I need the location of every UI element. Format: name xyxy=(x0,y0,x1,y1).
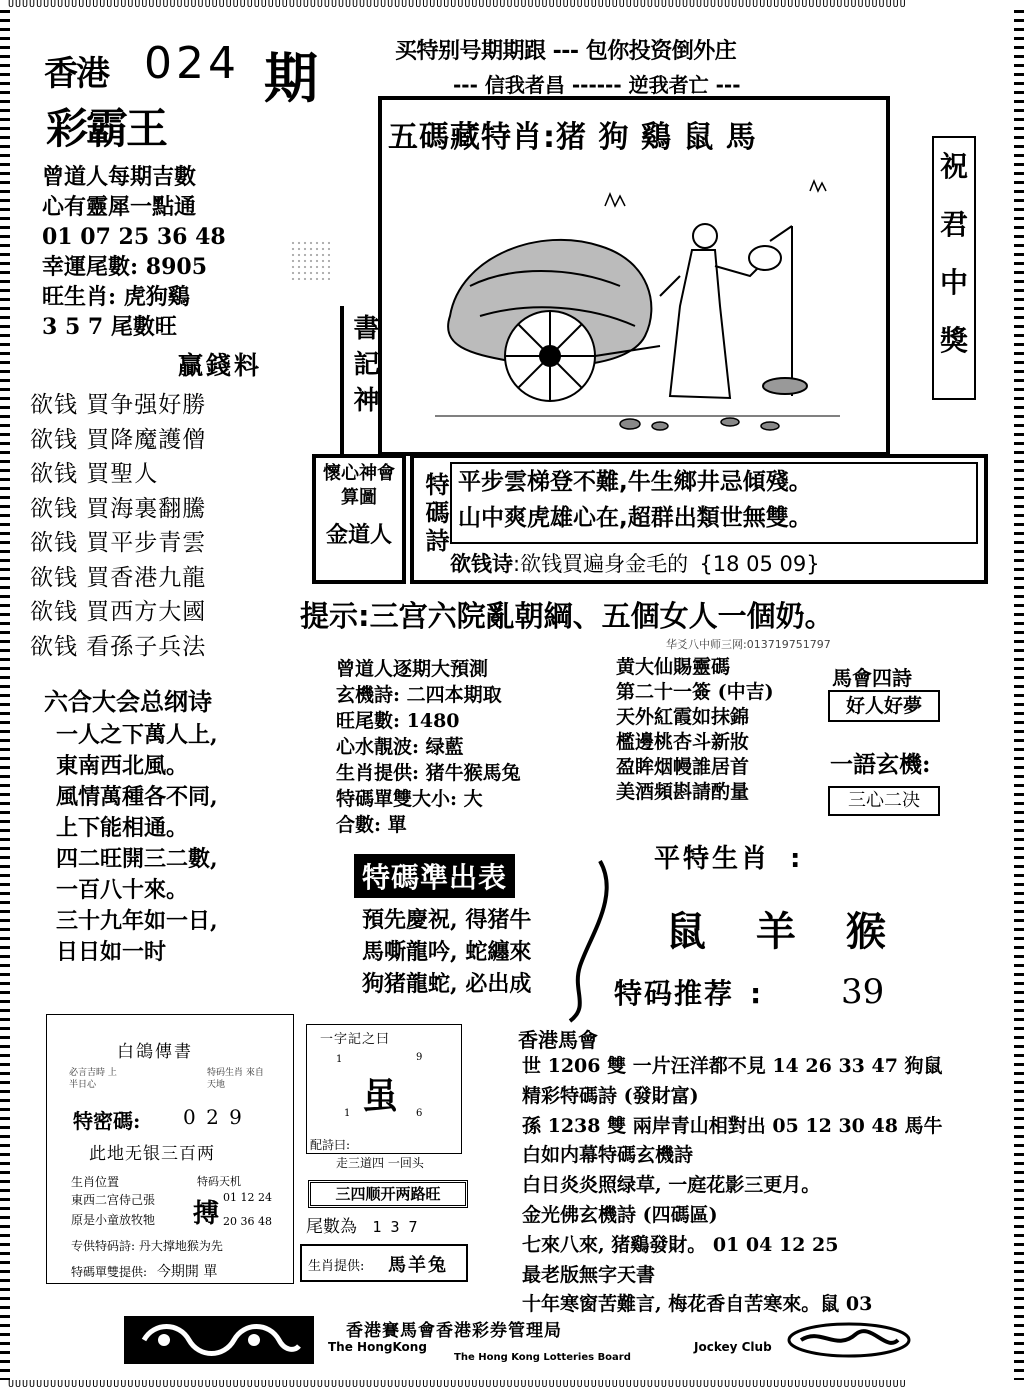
right-border-pattern xyxy=(1014,10,1024,1380)
hk-horse-lines: 世 1206 雙 一片汪洋都不見 14 26 33 47 狗鼠 精彩特碼詩 (發財富) 孫 1238 雙 兩岸青山相對出 05 12 30 48 馬牛 白如内幕特碼玄機詩 白日炎炎照绿草, 一庭花影三更月。 金光佛玄機詩 (四碼區) 七來八來, 猪鷄發財。 01 04 12 25 最老版無字天書 十年寒窗苦難言, 梅花香自苦寒來。鼠 03 xyxy=(522,1055,943,1316)
baihe-bottom-2: 特碼單雙提供: 今期開 單 xyxy=(71,1264,218,1280)
poem-line: 一百八十來。 xyxy=(56,877,189,903)
painting-side-label: 書記神 xyxy=(340,306,376,456)
yizi-frame xyxy=(306,1024,462,1154)
left-border-pattern xyxy=(0,10,10,1380)
list-item: 欲钱 買平步青雲 xyxy=(30,530,207,556)
baihe-secret-label: 特密碼: xyxy=(73,1109,141,1133)
zeng-line: 心有靈犀一點通 xyxy=(42,194,197,220)
list-item: 欲钱 買聖人 xyxy=(30,461,159,487)
list-item: 欲钱 看孫子兵法 xyxy=(30,633,207,660)
poem-box-inner: 平步雲梯登不難,牛生鄉井忌傾殘。 山中爽虎雄心在,超群出類世無雙。 xyxy=(450,462,978,544)
label-box: 懷心神會算圖 金道人 xyxy=(312,454,406,584)
footer-cn: 香港賽馬會香港彩券管理局 xyxy=(346,1321,562,1341)
liuhe-poem xyxy=(56,720,316,968)
tema-zhun-lines: 預先慶祝, 得猪牛 馬嘶龍吟, 蛇纏來 狗猪龍蛇, 必出成 xyxy=(362,907,532,997)
top-border-pattern: UUUUUUUUUUUUUUUUUUUUUUUUUUUUUUUUUUUUUUUUUUUUUUUUUUUUUUUUUUUUUUUUUUUUUUUUUUUUUUUUUUUUUUUUUUUUUUUUUUUUUUUUUUUUUUUUUUUUUUUUUUUUUUUU xyxy=(8,0,907,10)
speckle-patch xyxy=(290,240,330,280)
mahui-title-2: 一語玄機: xyxy=(830,751,931,778)
rock-and-cart xyxy=(448,240,660,401)
huang-daxian: 华爻八中师三网:013719751797 黄大仙賜靈碼 第二十一簽 (中吉) 天外紅霞如抹錦 檻邊桃杏斗新妝 盈眸烟幔誰居首 美酒頻斟請酌量 xyxy=(616,636,986,805)
poem-line: 一人之下萬人上, xyxy=(56,722,218,748)
woman-figure xyxy=(660,224,760,398)
yizi-num-tl: 1 xyxy=(336,1054,343,1065)
baihe-tiaozhan-char: 搏 xyxy=(193,1199,220,1229)
painting-headline: 五碼藏特肖:猪 狗 鷄 鼠 馬 xyxy=(388,120,757,155)
zeng-line: 幸運尾數: 8905 xyxy=(42,254,208,280)
top-banner xyxy=(395,34,995,97)
poem-vertical-label: 特碼詩 xyxy=(421,472,449,556)
baihe-tiaozhan-nums-1: 01 12 24 xyxy=(223,1191,272,1204)
yizi-num-bl: 1 xyxy=(344,1108,351,1119)
poem-line-3: 欲钱诗:欲钱買遍身金毛的 {18 05 09} xyxy=(450,552,820,576)
zeng-line: 曾道人每期吉數 xyxy=(42,164,197,190)
liuhe-title: 六合大会总纲诗 xyxy=(44,688,212,716)
zeng-line: 旺生肖: 虎狗鷄 xyxy=(42,284,190,310)
grass xyxy=(605,181,826,206)
poem-line: 風情萬種各不同, xyxy=(56,784,218,810)
yizi-peizi-text: 走三道四 一回头 xyxy=(336,1156,424,1170)
bottom-border-pattern: UUUUUUUUUUUUUUUUUUUUUUUUUUUUUUUUUUUUUUUUUUUUUUUUUUUUUUUUUUUUUUUUUUUUUUUUUUUUUUUUUUUUUUUUUUUUUUUUUUUUUUUUUUUUUUUUUUUUUUUUUUUUUUUU xyxy=(8,1380,907,1390)
hint-label: 提示: xyxy=(300,599,370,633)
right-logo-icon xyxy=(786,1322,912,1358)
pole-and-animal xyxy=(749,226,807,396)
congrats-vertical: 祝 君 中 獎 xyxy=(932,136,976,400)
zeng-line: 01 07 25 36 48 xyxy=(42,224,226,250)
mahui-title: 馬會四詩 xyxy=(832,666,912,690)
zeng-predict: 曾道人逐期大預測 玄機詩: 二四本期取 旺尾數: 1480 心水靚波: 绿藍 生肖提供: 猪牛猴馬兔 特碼單雙大小: 大 合數: 單 xyxy=(336,658,521,836)
logo-text: 彩霸王 xyxy=(46,104,167,153)
mahui-subtitle: 好人好夢 xyxy=(828,690,940,722)
list-item: 欲钱 買香港九龍 xyxy=(30,564,207,591)
footer-en-right: Jockey Club xyxy=(694,1340,772,1354)
zeng-line: 3 5 7 尾數旺 xyxy=(42,314,177,340)
win-money-title: 贏錢料 xyxy=(178,351,263,380)
banner-line-2: --- 信我者昌 ------ 逆我者亡 --- xyxy=(453,73,741,97)
poem-line: 東南西北風。 xyxy=(56,753,189,779)
yizi-num-br: 6 xyxy=(416,1108,423,1119)
poem-line: 四二旺開三二數, xyxy=(56,846,218,872)
hint-text: 三宫六院亂朝綱、五個女人一個奶。 xyxy=(369,599,834,633)
left-logo-icon xyxy=(124,1316,314,1364)
win-money-list xyxy=(30,388,310,664)
yizi-char: 虽 xyxy=(362,1075,399,1117)
yizi-shengxiao: 生肖提供: 馬羊兔 xyxy=(300,1244,468,1282)
baihe-tiaozhan-label: 特码天机 xyxy=(197,1175,241,1188)
pingte-title: 平特生肖 : xyxy=(654,844,804,874)
baihe-shengxiao-1: 東西二宫侍己張 xyxy=(71,1193,156,1207)
tema-zhun-title: 特碼準出表 xyxy=(354,854,515,898)
poem-line: 日日如一时 xyxy=(56,939,167,965)
mahui-subtitle-2: 三心二决 xyxy=(828,786,940,816)
pingte-number: 39 xyxy=(840,972,885,1012)
list-item: 欲钱 買争强好勝 xyxy=(30,392,207,418)
issue-number: 024 xyxy=(144,38,240,89)
baihe-bottom-1: 专供特码詩: 丹大撑地猴为先 xyxy=(71,1239,223,1253)
footer-en-sub: The Hong Kong Lotteries Board xyxy=(454,1352,631,1363)
baihe-secret-number: 0 2 9 xyxy=(183,1105,244,1129)
baihe-title: 白鴿傳書 xyxy=(117,1042,193,1062)
list-item: 欲钱 買降魔護僧 xyxy=(30,426,207,453)
ground xyxy=(435,416,840,430)
hk-horse-title: 香港馬會 xyxy=(518,1028,598,1052)
painting-panel xyxy=(340,96,982,456)
brand-text: 香港 xyxy=(44,54,108,94)
baihe-secret-line: 此地无银三百两 xyxy=(89,1144,215,1164)
painting-illustration xyxy=(430,166,850,446)
poem-line: 三十九年如一日, xyxy=(56,908,218,934)
masthead xyxy=(42,38,332,153)
list-item: 欲钱 買西方大國 xyxy=(30,599,207,625)
baihe-shengxiao-label: 生肖位置 xyxy=(71,1175,120,1189)
yizi-num-tr: 9 xyxy=(416,1052,423,1063)
baihe-small-left: 必言吉時 上半日心 xyxy=(69,1068,117,1090)
banner-line-1: 买特别号期期跟 --- 包你投资倒外庄 xyxy=(395,39,737,64)
baihe-tiaozhan-nums-2: 20 36 48 xyxy=(223,1215,272,1228)
yizi-title: 一字記之曰 xyxy=(320,1032,391,1047)
poem-line: 上下能相通。 xyxy=(56,815,189,841)
special-poem-section xyxy=(312,454,988,584)
baihe-shengxiao-2: 原是小童放牧牠 xyxy=(71,1213,156,1227)
issue-suffix: 期 xyxy=(264,46,318,110)
baihe-small-right: 特码生肖 來自天地 xyxy=(207,1068,264,1090)
list-item: 欲钱 買海裏翻騰 xyxy=(30,495,207,522)
footer xyxy=(124,1316,924,1366)
yizi-banner: 三四顺开两路旺 xyxy=(308,1180,468,1208)
hint-line xyxy=(300,594,1000,635)
yizi-tail: 尾數為 1 3 7 xyxy=(306,1217,418,1237)
poem-box xyxy=(410,454,988,584)
pingte-recommend: 特码推荐 : 39 xyxy=(614,972,885,1012)
zeng-lucky-block xyxy=(42,162,322,342)
baihe-card xyxy=(46,1014,294,1284)
huang-header: 华爻八中师三网:013719751797 xyxy=(666,638,831,651)
yizi-peizi-label: 配詩曰: xyxy=(310,1138,351,1152)
pingte-animals: 鼠 羊 猴 xyxy=(666,908,904,955)
footer-en-left: The HongKong xyxy=(328,1340,427,1354)
